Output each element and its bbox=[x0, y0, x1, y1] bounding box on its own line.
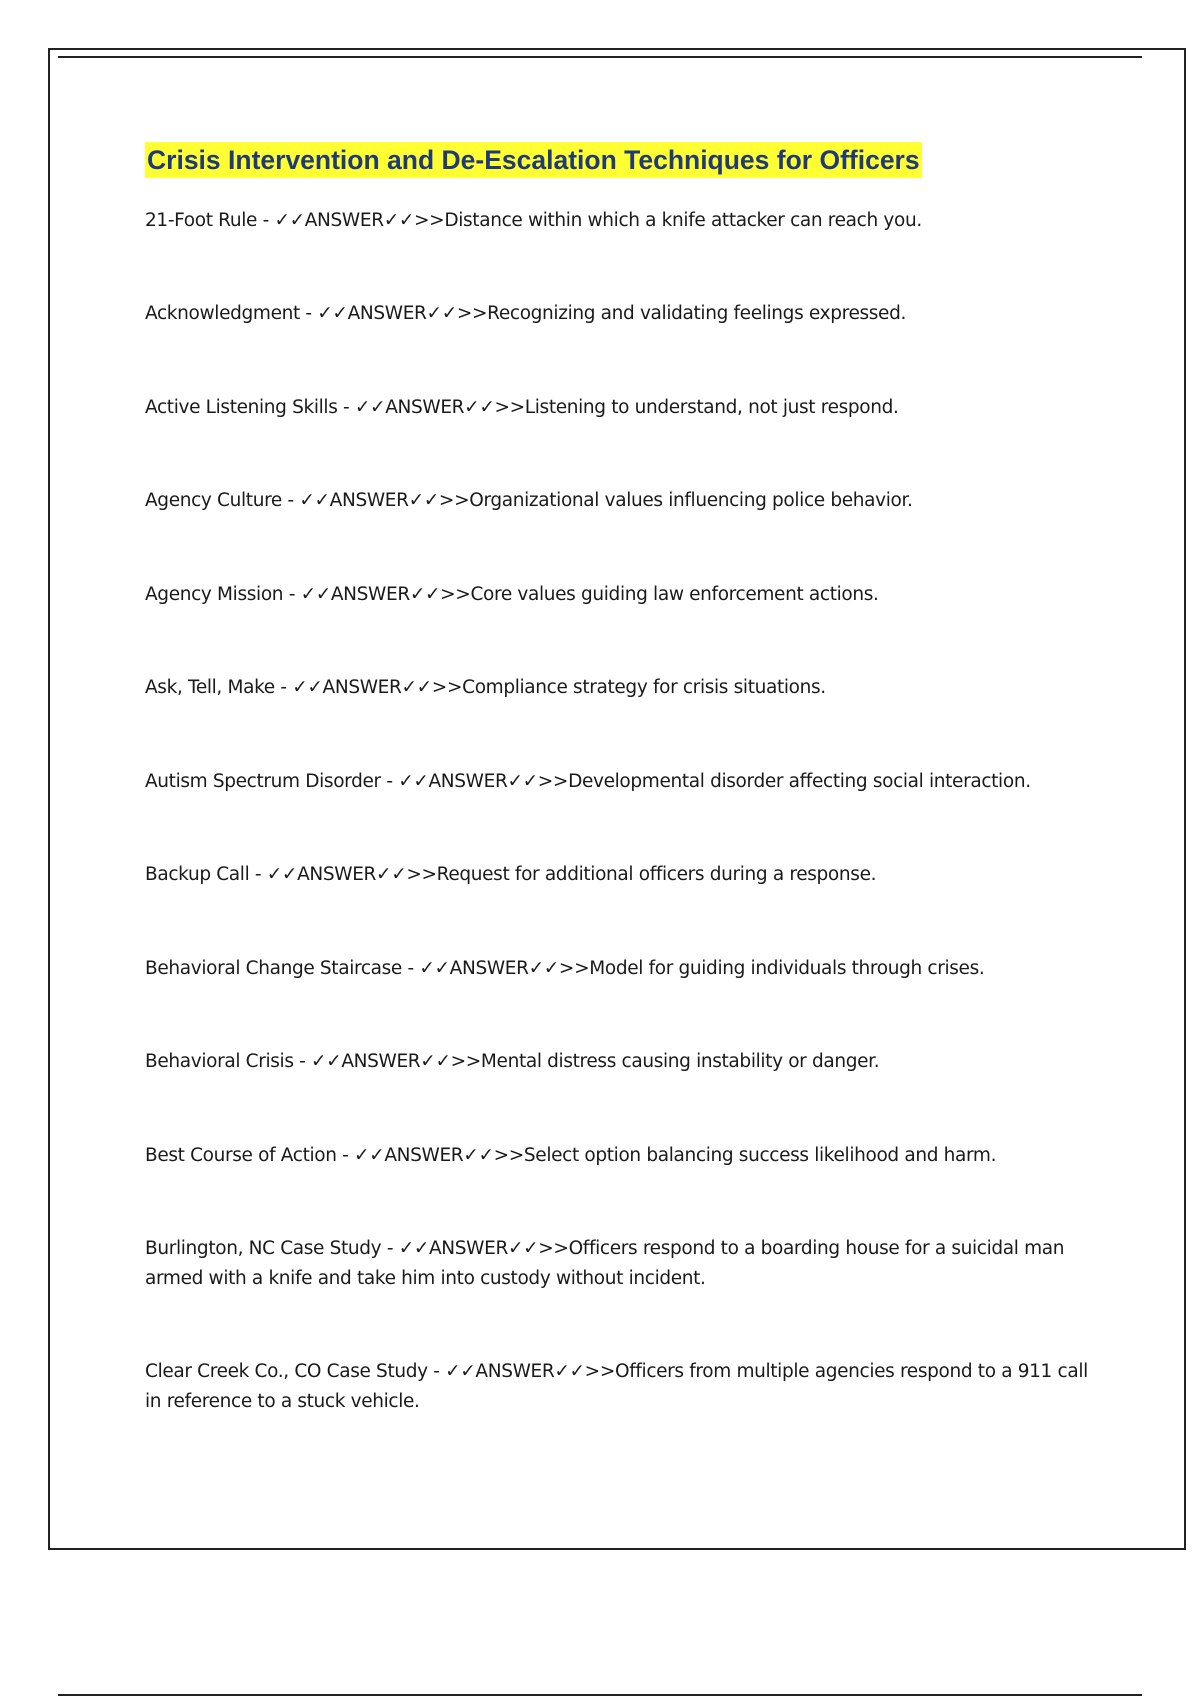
entry-term: Behavioral Crisis bbox=[145, 1051, 294, 1072]
entry-definition: Recognizing and validating feelings expressed. bbox=[487, 303, 907, 324]
answer-marker: ✓✓ANSWER✓✓>> bbox=[354, 1145, 524, 1166]
top-rule bbox=[58, 56, 1142, 58]
entry-separator: - bbox=[299, 303, 318, 324]
entry-separator: - bbox=[381, 1238, 399, 1259]
answer-marker: ✓✓ANSWER✓✓>> bbox=[445, 1361, 615, 1382]
entry-separator: - bbox=[281, 490, 300, 511]
list-item bbox=[145, 673, 1095, 703]
entry-separator: - bbox=[293, 1051, 312, 1072]
page-border bbox=[48, 48, 1186, 1550]
answer-marker: ✓✓ANSWER✓✓>> bbox=[266, 864, 437, 885]
list-item bbox=[145, 1234, 1095, 1294]
entry-definition: Mental distress causing instability or danger. bbox=[480, 1051, 880, 1072]
entry-term: Acknowledgment bbox=[145, 303, 300, 324]
list-item bbox=[145, 393, 1095, 423]
entry-term: Burlington, NC Case Study bbox=[145, 1238, 382, 1259]
entry-definition: Officers respond to a boarding house for a suicidal man armed with a knife and take him into custody without incident. bbox=[145, 1238, 1065, 1289]
entry-separator: - bbox=[283, 584, 301, 605]
entry-term: 21-Foot Rule bbox=[145, 210, 258, 231]
list-item bbox=[145, 299, 1095, 329]
entry-definition: Distance within which a knife attacker can reach you. bbox=[444, 210, 922, 231]
entry-term: Clear Creek Co., CO Case Study bbox=[145, 1361, 428, 1382]
entry-definition: Request for additional officers during a response. bbox=[436, 864, 877, 885]
entry-separator: - bbox=[337, 397, 355, 418]
entry-definition: Developmental disorder affecting social interaction. bbox=[568, 771, 1031, 792]
entry-separator: - bbox=[249, 864, 267, 885]
entry-separator: - bbox=[257, 210, 275, 231]
answer-marker: ✓✓ANSWER✓✓>> bbox=[419, 958, 590, 979]
entry-separator: - bbox=[274, 677, 293, 698]
entry-separator: - bbox=[336, 1145, 355, 1166]
list-item bbox=[145, 580, 1095, 610]
entry-definition: Officers from multiple agencies respond to a 911 call in reference to a stuck vehicle. bbox=[145, 1361, 1088, 1412]
document-body bbox=[145, 142, 1095, 1412]
list-item bbox=[145, 1047, 1095, 1077]
page-title: Crisis Intervention and De-Escalation Techniques for Officers bbox=[145, 142, 922, 178]
entry-term: Best Course of Action bbox=[145, 1145, 337, 1166]
entry-term: Agency Mission bbox=[145, 584, 284, 605]
entry-separator: - bbox=[401, 958, 420, 979]
list-item bbox=[145, 486, 1095, 516]
answer-marker: ✓✓ANSWER✓✓>> bbox=[292, 677, 463, 698]
answer-marker: ✓✓ANSWER✓✓>> bbox=[354, 397, 525, 418]
list-item bbox=[145, 1141, 1095, 1171]
answer-marker: ✓✓ANSWER✓✓>> bbox=[274, 210, 445, 231]
list-item bbox=[145, 767, 1095, 797]
list-item bbox=[145, 860, 1095, 890]
entry-definition: Organizational values influencing police behavior. bbox=[469, 490, 913, 511]
answer-marker: ✓✓ANSWER✓✓>> bbox=[299, 490, 470, 511]
list-item bbox=[145, 954, 1095, 984]
entry-term: Active Listening Skills bbox=[145, 397, 338, 418]
entry-definition: Core values guiding law enforcement actions. bbox=[470, 584, 879, 605]
entry-term: Backup Call bbox=[145, 864, 250, 885]
bottom-rule bbox=[58, 1694, 1142, 1696]
entry-definition: Model for guiding individuals through crises. bbox=[589, 958, 985, 979]
entry-definition: Listening to understand, not just respond. bbox=[524, 397, 899, 418]
answer-marker: ✓✓ANSWER✓✓>> bbox=[300, 584, 471, 605]
answer-marker: ✓✓ANSWER✓✓>> bbox=[317, 303, 488, 324]
list-item bbox=[145, 1357, 1095, 1417]
answer-marker: ✓✓ANSWER✓✓>> bbox=[311, 1051, 481, 1072]
list-item bbox=[145, 206, 1095, 236]
entry-term: Autism Spectrum Disorder bbox=[145, 771, 381, 792]
entry-separator: - bbox=[427, 1361, 446, 1382]
entry-term: Behavioral Change Staircase bbox=[145, 958, 402, 979]
entry-definition: Select option balancing success likelihood and harm. bbox=[523, 1145, 997, 1166]
answer-marker: ✓✓ANSWER✓✓>> bbox=[398, 1238, 569, 1259]
entry-definition: Compliance strategy for crisis situations. bbox=[462, 677, 826, 698]
answer-marker: ✓✓ANSWER✓✓>> bbox=[398, 771, 569, 792]
entry-separator: - bbox=[380, 771, 399, 792]
entry-term: Agency Culture bbox=[145, 490, 282, 511]
entry-term: Ask, Tell, Make bbox=[145, 677, 275, 698]
